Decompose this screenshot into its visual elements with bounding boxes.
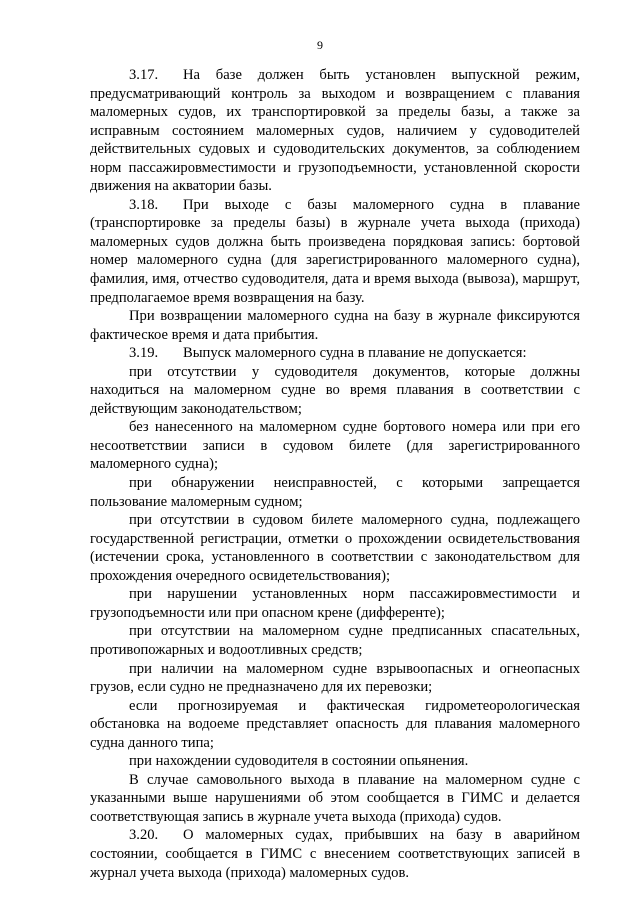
list-item [90,585,580,622]
paragraph-text: при отсутствии у судоводителя документов, которые должны находиться на маломерном судне во время плавания в соответствии с действующим законодательством; [90,363,580,417]
page-number: 9 [317,38,323,52]
list-item [90,474,580,511]
paragraph-text: при нахождении судоводителя в состоянии опьянения. [129,753,469,770]
paragraph-text: при отсутствии на маломерном судне предписанных спасательных, противопожарных и водоотливных средств; [90,623,580,658]
paragraph-text: В случае самовольного выхода в плавание на маломерном судне с указанными выше нарушениями об этом сообщается в ГИМС и делается соответствующая запись в журнале учета выхода (прихода) судов. [90,771,580,825]
paragraph-text: При возвращении маломерного судна на базу в журнале фиксируются фактическое время и дата прибытия. [90,308,580,343]
paragraph-return [90,307,580,344]
clause-number: 3.17. [129,67,159,83]
paragraph-text: О маломерных судах, прибывших на базу в аварийном состоянии, сообщается в ГИМС с внесением соответствующих записей в журнал учета выхода (прихода) маломерных судов. [90,827,580,881]
list-item [90,363,580,419]
paragraph-text: При выходе с базы маломерного судна в плавание (транспортировке за пределы базы) в журнале учета выхода (прихода) маломерных судов должна быть произведена порядковая запись: бортовой номер маломерного судна (для зарегистрированного маломерного судна), фамилия, имя, отчество судоводителя, дата и время выхода (вывоза), маршрут, предполагаемое время возвращения на базу. [90,196,580,306]
clause-number: 3.20. [129,827,159,844]
paragraph-text: при наличии на маломерном судне взрывоопасных и огнеопасных грузов, если судно не предназначено для их перевозки; [90,660,580,696]
paragraph-text: при обнаружении неисправностей, с которыми запрещается пользование маломерным судном; [90,475,580,510]
paragraph-text: Выпуск маломерного судна в плавание не допускается: [183,345,527,362]
clause-number: 3.18. [129,196,159,213]
paragraph-text: при отсутствии в судовом билете маломерного судна, подлежащего государственной регистрации, отметки о прохождении освидетельствования (истечении срока, установленного в соответствии с законодательством для прохождения очередного освидетельствования); [90,512,580,584]
paragraph-3-18 [90,196,580,307]
paragraph-3-19 [90,344,580,363]
list-item [90,697,580,753]
paragraph-text: На базе должен быть установлен выпускной режим, предусматривающий контроль за выходом и возвращением с плавания маломерных судов, их транспортировкой за пределы базы, а также за исправным состоянием маломерных судов, наличием у судоводителей действительных судовых и судоводительских документов, за соблюдением норм пассажировместимости и грузоподъемности, установленной скорости движения на акватории базы. [90,67,580,195]
clause-number: 3.19. [129,345,159,362]
list-item [90,622,580,659]
paragraph-text: если прогнозируемая и фактическая гидрометеорологическая обстановка на водоеме представляет опасность для плавания маломерного судна данного типа; [90,697,580,751]
list-item [90,511,580,585]
list-item [90,752,580,771]
list-item [90,418,580,474]
document-body [90,66,580,882]
paragraph-text: без нанесенного на маломерном судне бортового номера или при его несоответствии записи в судовом билете (для зарегистрированного маломерного судна); [90,419,580,473]
paragraph-3-17 [90,66,580,196]
paragraph-violation [90,771,580,827]
paragraph-3-20 [90,826,580,882]
list-item [90,660,580,697]
paragraph-text: при нарушении установленных норм пассажировместимости и грузоподъемности или при опасном крене (дифференте); [90,586,580,621]
